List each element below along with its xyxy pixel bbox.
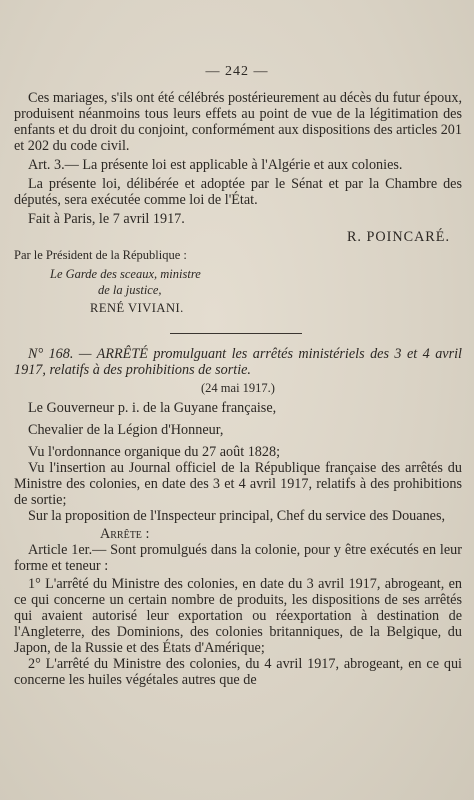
signature-title: de la justice, bbox=[98, 283, 162, 297]
signature-minister: RENÉ VIVIANI. bbox=[90, 301, 184, 315]
paragraph: Article 1er.— Sont promulgués dans la colonie, pour y être exécutés en leur forme et teneur : bbox=[14, 542, 462, 574]
signature-title: Le Garde des sceaux, ministre bbox=[50, 267, 201, 281]
signature-caption: Par le Président de la République : bbox=[14, 248, 187, 262]
paragraph: 2° L'arrêté du Ministre des colonies, du 4 avril 1917, abrogeant, en ce qui concerne les huiles végétales autres que de bbox=[14, 656, 462, 688]
paragraph: Chevalier de la Légion d'Honneur, bbox=[28, 422, 224, 438]
paragraph: Sur la proposition de l'Inspecteur principal, Chef du service des Douanes, bbox=[28, 508, 446, 524]
paragraph: Vu l'insertion au Journal officiel de la République française des arrêtés du Ministre des colonies, en date des 3 et 4 avril 1917, relatifs à des prohibitions de sortie; bbox=[14, 460, 462, 508]
paragraph: 1° L'arrêté du Ministre des colonies, en date du 3 avril 1917, abrogeant, en ce qui concerne un certain nombre de produits, les dispositions de ses arrêtés qui avaient autorisé leur exportation ou réexportation à destination de l'Angleterre, des Dominions, des colonies britanniques, de la Belgique, du Japon, de la Russie et des États d'Amérique; bbox=[14, 576, 462, 656]
paragraph: Ces mariages, s'ils ont été célébrés postérieurement au décès du futur époux, produisent néanmoins tous leurs effets au point de vue de la légitimation des enfants et du droit du conjoint, conformément aux dispositions des articles 201 et 202 du code civil. bbox=[14, 90, 462, 154]
decree-date: (24 mai 1917.) bbox=[201, 381, 275, 395]
section-divider bbox=[170, 333, 302, 334]
decree-section bbox=[14, 346, 462, 688]
signature-president: R. POINCARÉ. bbox=[346, 229, 450, 245]
paragraph: Art. 3.— La présente loi est applicable à l'Algérie et aux colonies. bbox=[28, 157, 403, 173]
paragraph: Fait à Paris, le 7 avril 1917. bbox=[28, 211, 185, 227]
decree-heading: Arrête : bbox=[100, 526, 150, 542]
page-number: — 242 — bbox=[205, 64, 269, 79]
paragraph: Vu l'ordonnance organique du 27 août 1828; bbox=[28, 444, 281, 460]
decree-title: N° 168. — ARRÊTÉ promulguant les arrêtés ministériels des 3 et 4 avril 1917, relatifs à des prohibitions de sortie. bbox=[14, 346, 462, 378]
paragraph: La présente loi, délibérée et adoptée par le Sénat et par la Chambre des députés, sera exécutée comme loi de l'État. bbox=[14, 176, 462, 208]
paragraph: Le Gouverneur p. i. de la Guyane française, bbox=[28, 400, 277, 416]
law-continuation bbox=[14, 90, 462, 316]
